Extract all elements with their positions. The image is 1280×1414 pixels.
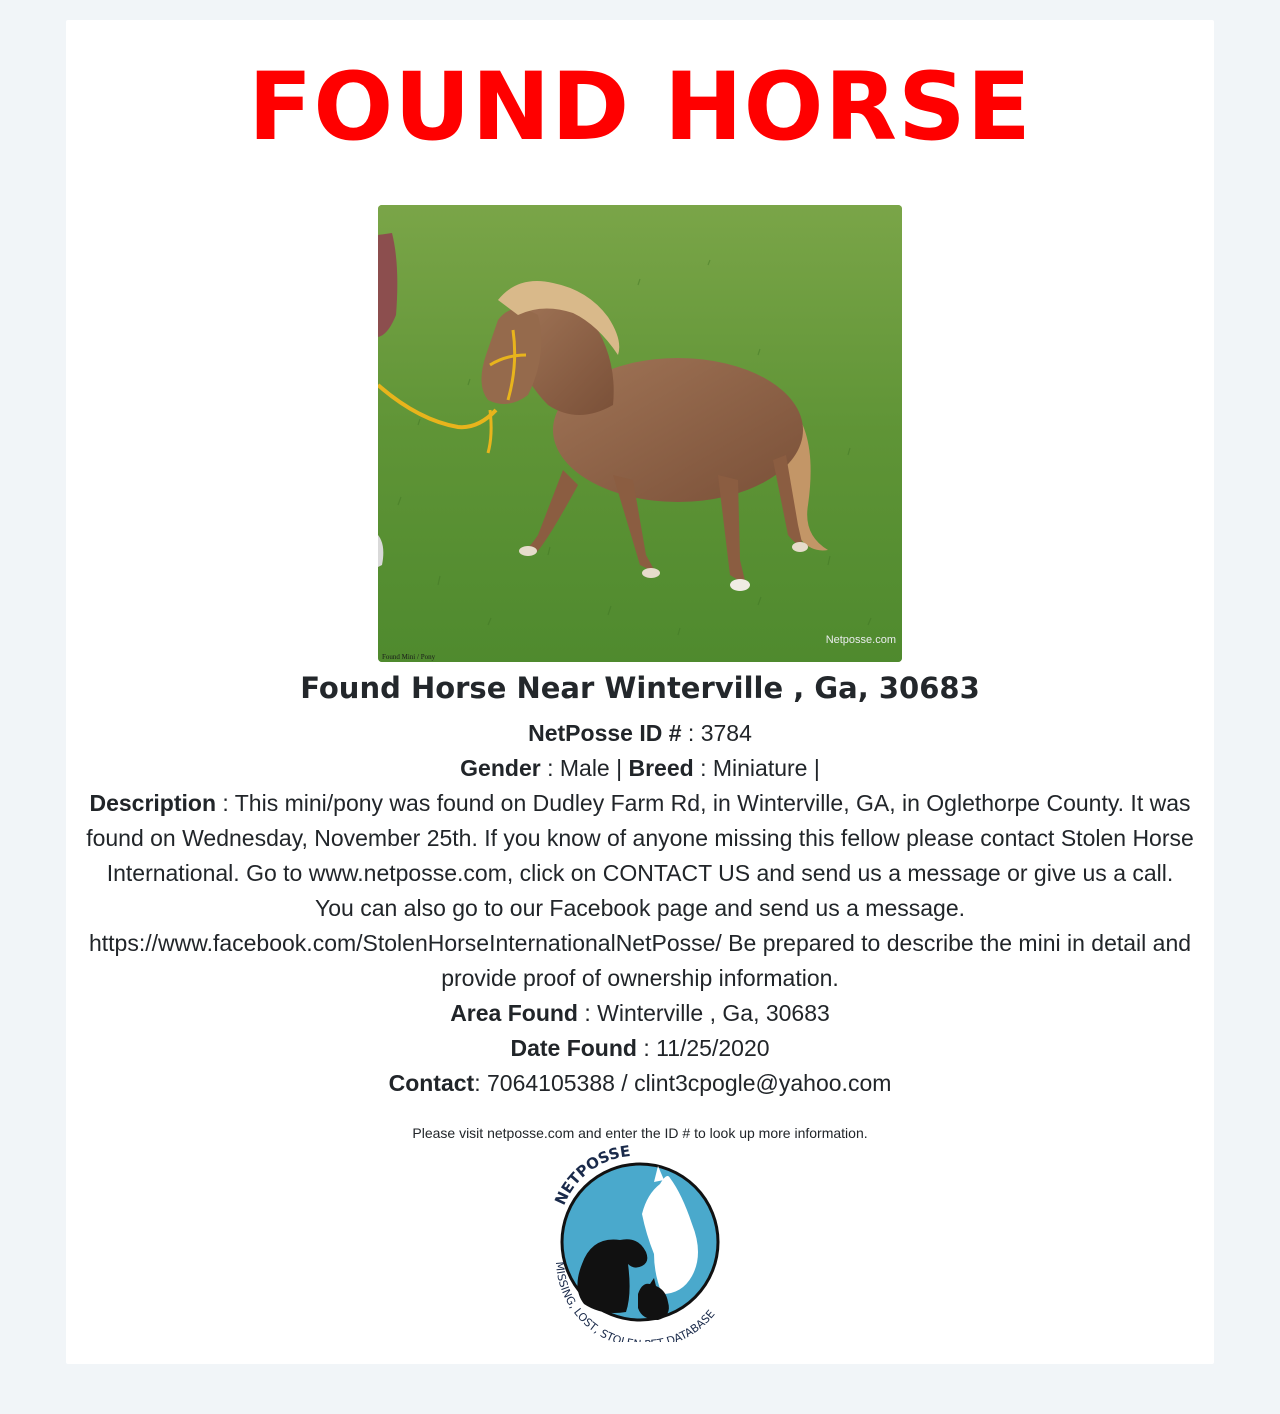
headline: FOUND HORSE	[248, 53, 1032, 162]
logo-bottom-text: MISSING, LOST, STOL DATABASE	[552, 1261, 718, 1342]
horse-details	[86, 716, 1194, 1101]
visit-note: Please visit netposse.com and enter the ID # to look up more information.	[412, 1125, 868, 1141]
logo-top-text: NETPOSSE	[551, 1144, 632, 1208]
description-value: : This mini/pony was found on Dudley Farm Rd, in Winterville, GA, in Oglethorpe County. It was found on Wednesday, November 25th. If you know of anyone missing this fellow please contact Stolen Horse International. Go to www.netposse.com, click on CONTACT US and send us a message or give us a call. You can also go to our Facebook page and send us a message. https://www.facebook.com/StolenHorseInternationalNetPosse/ Be prepared to describe the mini in detail and provide proof of ownership information.	[86, 790, 1194, 991]
area-label: Area Found	[450, 1000, 578, 1026]
id-label: NetPosse ID #	[528, 720, 682, 746]
area-row	[86, 996, 1194, 1031]
horse-photo	[378, 205, 902, 662]
breed-value: : Miniature |	[693, 755, 820, 781]
photo-watermark: Netposse.com	[825, 634, 896, 646]
gender-value: : Male |	[540, 755, 629, 781]
contact-row	[86, 1066, 1194, 1101]
netposse-logo	[542, 1144, 738, 1342]
id-value: : 3784	[681, 720, 752, 746]
area-value: : Winterville , Ga, 30683	[577, 1000, 830, 1026]
contact-value: : 7064105388 / clint3cpogle@yahoo.com	[474, 1070, 892, 1096]
breed-label: Breed	[628, 755, 694, 781]
id-row	[86, 716, 1194, 751]
gender-label: Gender	[460, 755, 541, 781]
description-label: Description	[89, 790, 216, 816]
photo-caption: Found Mini / Pony	[382, 653, 436, 661]
flyer-card	[66, 20, 1214, 1364]
date-row	[86, 1031, 1194, 1066]
date-value: : 11/25/2020	[636, 1035, 770, 1061]
date-label: Date Found	[510, 1035, 637, 1061]
description-row	[86, 786, 1194, 996]
found-location-title: Found Horse Near Winterville , Ga, 30683	[300, 671, 980, 705]
gender-breed-row	[86, 751, 1194, 786]
contact-label: Contact	[388, 1070, 475, 1096]
